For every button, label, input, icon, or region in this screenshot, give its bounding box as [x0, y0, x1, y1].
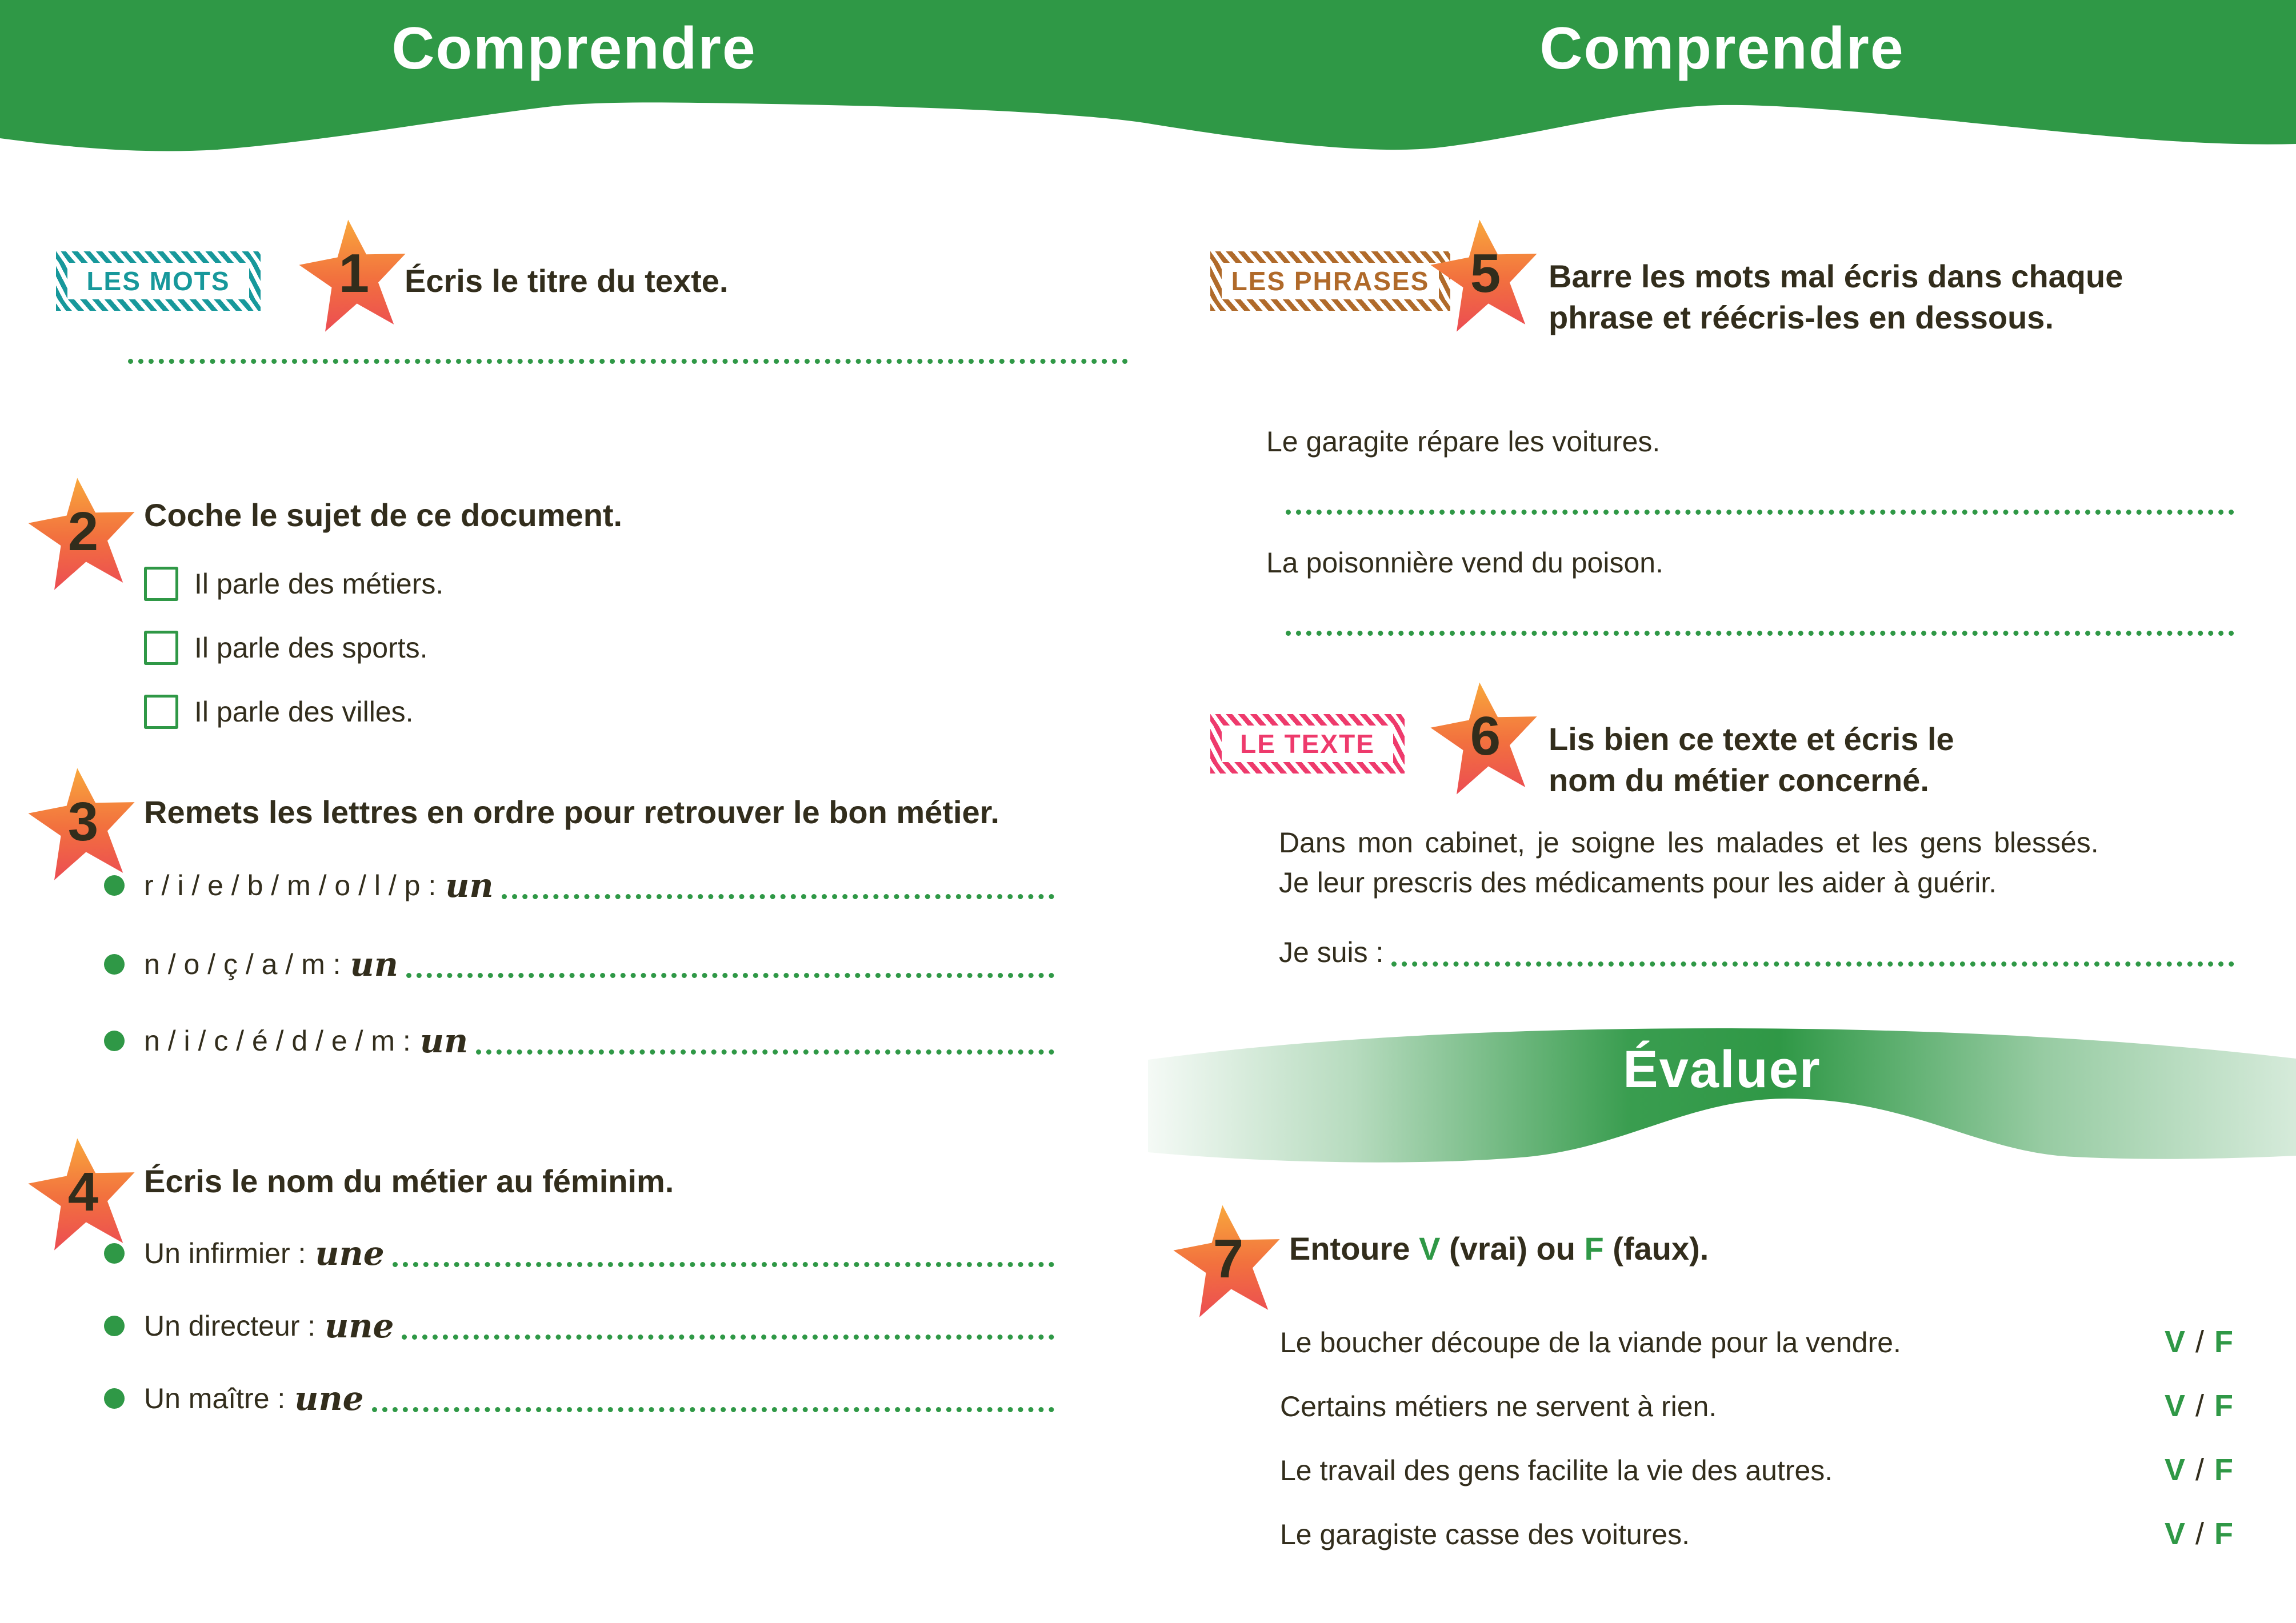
bullet-icon: [104, 1243, 125, 1264]
q7-vf-choice[interactable]: [2165, 1324, 2233, 1360]
question-2-title: Coche le sujet de ce document.: [144, 497, 623, 533]
question-5-title-line2: phrase et réécris-les en dessous.: [1549, 299, 2054, 335]
q4-article: une: [325, 1307, 394, 1345]
badge-le-texte-label: LE TEXTE: [1240, 729, 1375, 759]
question-2-star: [27, 475, 139, 592]
q7-title-part: (vrai) ou: [1440, 1231, 1585, 1267]
q7-row: [1280, 1324, 2233, 1360]
q3-answer-line[interactable]: [502, 894, 1054, 899]
q7-row: [1280, 1516, 2233, 1552]
vf-slash: /: [2195, 1325, 2204, 1359]
q3-article: un: [445, 866, 494, 905]
q5-answer-line-1[interactable]: [1286, 510, 2234, 515]
vrai-option[interactable]: V: [2164, 1325, 2185, 1359]
q6-paragraph-line2: Je leur prescris des médicaments pour les aider à guérir.: [1279, 867, 1997, 899]
q3-item-row: [104, 945, 1054, 984]
question-4-title: Écris le nom du métier au féminim.: [144, 1163, 674, 1199]
bullet-icon: [104, 875, 125, 896]
q5-answer-line-2[interactable]: [1286, 631, 2234, 636]
faux-option[interactable]: F: [2214, 1517, 2233, 1551]
vrai-option[interactable]: V: [2164, 1389, 2185, 1423]
q2-option-label: Il parle des villes.: [194, 696, 414, 728]
q6-answer-row: [1279, 932, 2234, 972]
evaluer-section-title: Évaluer: [1623, 1040, 1821, 1099]
question-6-title-line1: Lis bien ce texte et écris le: [1549, 721, 1954, 757]
page-title-right: Comprendre: [1539, 15, 1905, 82]
q5-sentence-2: La poisonnière vend du poison.: [1266, 547, 1663, 579]
vrai-option[interactable]: V: [2164, 1517, 2185, 1551]
q7-statement: Certains métiers ne servent à rien.: [1280, 1390, 1717, 1422]
q2-option-row: [144, 567, 443, 601]
q7-row: [1280, 1452, 2233, 1488]
bullet-icon: [104, 1031, 125, 1051]
question-1-title: Écris le titre du texte.: [405, 263, 729, 299]
q3-answer-line[interactable]: [406, 973, 1054, 978]
q4-article: une: [294, 1379, 364, 1418]
bullet-icon: [104, 954, 125, 975]
question-7-title: [1289, 1229, 1709, 1268]
bullet-icon: [104, 1388, 125, 1409]
q7-title-part: Entoure: [1289, 1231, 1419, 1267]
q2-option-row: [144, 695, 414, 729]
question-6-number: 6: [1470, 705, 1501, 767]
question-5-number: 5: [1470, 242, 1501, 304]
q4-item-row: [104, 1234, 1054, 1273]
q6-answer-line[interactable]: [1391, 961, 2234, 967]
question-3-title: Remets les lettres en ordre pour retrouver le bon métier.: [144, 794, 999, 830]
question-7-number: 7: [1213, 1228, 1244, 1289]
q3-letters: r / i / e / b / m / o / l / p :: [144, 869, 437, 901]
question-1-star: [298, 217, 410, 334]
q3-letters: n / i / c / é / d / e / m :: [144, 1025, 411, 1057]
question-6-title-line2: nom du métier concerné.: [1549, 762, 1929, 798]
q6-paragraph-line1: Dans mon cabinet, je soigne les malades et les gens blessés.: [1279, 827, 2099, 859]
q7-vf-choice[interactable]: [2165, 1388, 2233, 1424]
q7-row: [1280, 1388, 2233, 1424]
vrai-option[interactable]: V: [2164, 1453, 2185, 1487]
q3-answer-line[interactable]: [476, 1049, 1054, 1055]
q2-option-label: Il parle des métiers.: [194, 568, 444, 600]
question-4-number: 4: [67, 1161, 99, 1223]
q7-vf-choice[interactable]: [2165, 1452, 2233, 1488]
faux-option[interactable]: F: [2214, 1453, 2233, 1487]
q4-answer-line[interactable]: [393, 1262, 1054, 1267]
q6-answer-prefix: Je suis :: [1279, 936, 1384, 968]
q7-title-v: V: [1419, 1231, 1441, 1267]
badge-les-mots-label: LES MOTS: [86, 266, 230, 296]
q4-label: Un maître :: [144, 1382, 286, 1414]
checkbox[interactable]: [144, 631, 178, 665]
question-7-star: [1173, 1203, 1284, 1320]
question-3-number: 3: [67, 791, 99, 852]
q7-statement: Le garagiste casse des voitures.: [1280, 1518, 1690, 1550]
q7-statement: Le travail des gens facilite la vie des autres.: [1280, 1454, 1833, 1486]
checkbox[interactable]: [144, 567, 178, 601]
q4-item-row: [104, 1379, 1054, 1418]
q4-label: Un directeur :: [144, 1310, 316, 1342]
q2-option-label: Il parle des sports.: [194, 632, 428, 664]
vf-slash: /: [2195, 1517, 2204, 1551]
q2-option-row: [144, 631, 428, 665]
page-title-left: Comprendre: [391, 15, 757, 82]
q4-item-row: [104, 1307, 1054, 1345]
faux-option[interactable]: F: [2214, 1389, 2233, 1423]
q4-label: Un infirmier :: [144, 1237, 306, 1269]
q3-article: un: [350, 945, 398, 984]
q4-answer-line[interactable]: [372, 1407, 1054, 1412]
question-6-star: [1430, 680, 1541, 797]
q3-item-row: [104, 1021, 1054, 1060]
vf-slash: /: [2195, 1389, 2204, 1423]
checkbox[interactable]: [144, 695, 178, 729]
badge-les-phrases-label: LES PHRASES: [1231, 266, 1430, 296]
vf-slash: /: [2195, 1453, 2204, 1487]
bullet-icon: [104, 1316, 125, 1336]
badge-les-mots: [56, 251, 261, 311]
q3-letters: n / o / ç / a / m :: [144, 948, 341, 980]
q4-answer-line[interactable]: [402, 1335, 1054, 1340]
badge-les-phrases: [1210, 251, 1450, 311]
q7-vf-choice[interactable]: [2165, 1516, 2233, 1552]
question-5-title-line1: Barre les mots mal écris dans chaque: [1549, 258, 2123, 294]
q7-title-part: (faux).: [1603, 1231, 1709, 1267]
question-2-number: 2: [67, 500, 99, 562]
q7-title-f: F: [1584, 1231, 1604, 1267]
question-1-number: 1: [338, 242, 370, 304]
q3-article: un: [419, 1021, 469, 1060]
q7-statement: Le boucher découpe de la viande pour la vendre.: [1280, 1327, 1901, 1358]
q3-item-row: [104, 866, 1054, 905]
question-5-star: [1430, 217, 1541, 334]
faux-option[interactable]: F: [2214, 1325, 2233, 1359]
question-1-answer-line[interactable]: [128, 359, 1128, 364]
badge-le-texte: [1210, 714, 1405, 774]
question-3-star: [27, 766, 139, 883]
q4-article: une: [315, 1234, 385, 1273]
q5-sentence-1: Le garagite répare les voitures.: [1266, 426, 1661, 458]
